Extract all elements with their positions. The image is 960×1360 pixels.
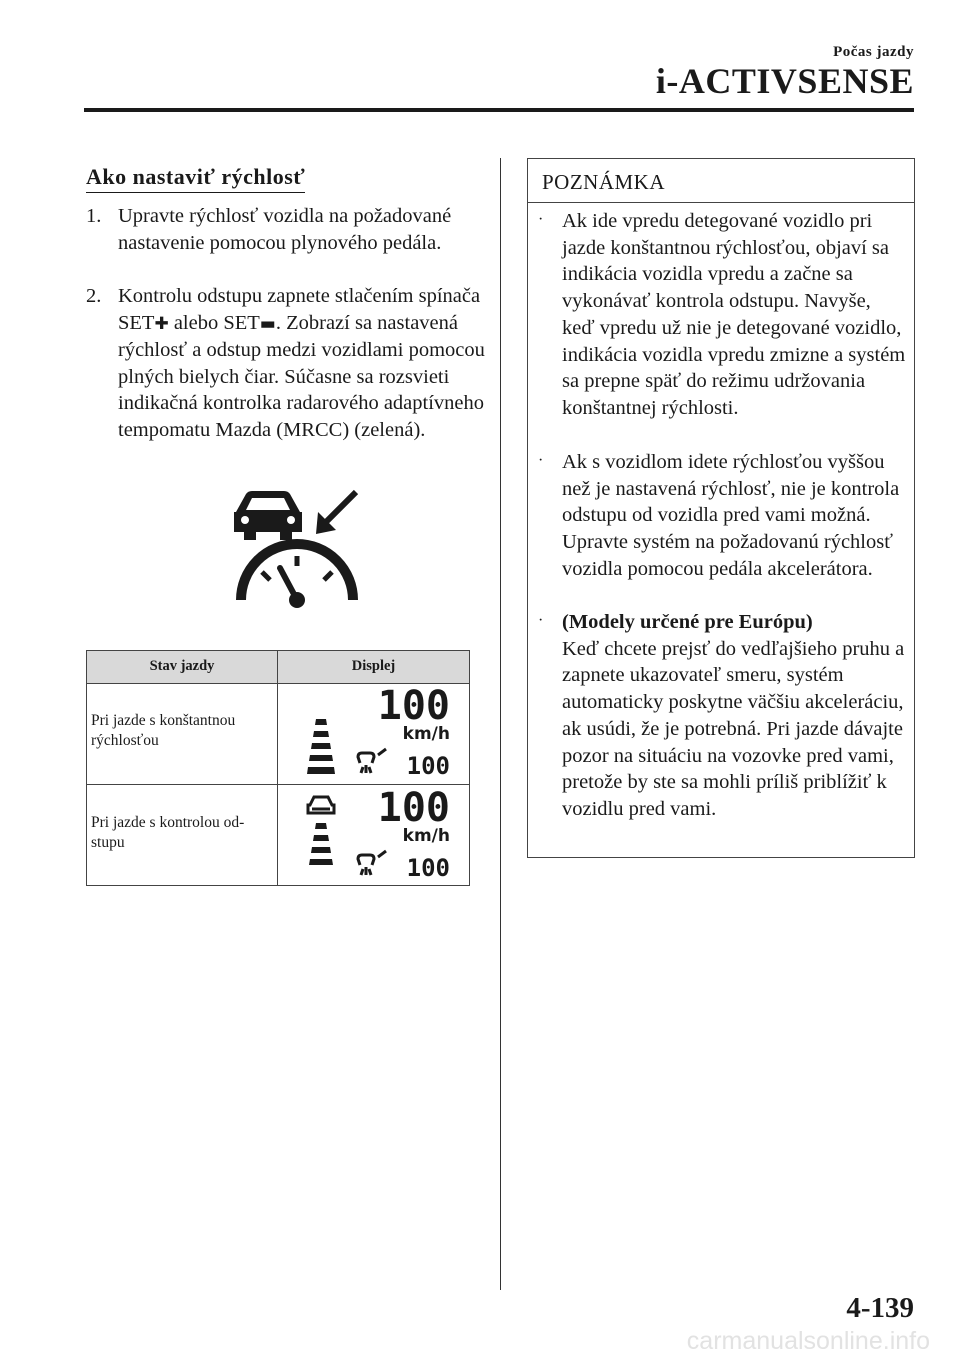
- distance-bars-icon: [309, 823, 333, 865]
- step-text: Kontrolu odstupu zapnete stlačením spínača SET✚ alebo SET▬. Zobrazí sa nastavená rýchlosť a odstup medzi vozidlami pomocou plných bielych čiar. Súčasne sa rozsvieti indikačná kontrolka radarového adaptívneho tempomatu Mazda (MRCC) (zelená).: [118, 285, 485, 441]
- constant-speed-display: [278, 683, 468, 783]
- display-speed: 100: [377, 785, 450, 831]
- note-bullet: · (Modely určené pre Európu) Keď chcete prejsť do vedľajšieho pruhu a zapnete ukazovateľ smeru, systém automaticky poskytne väčšiu akceleráciu, ak usúdi, že je potrebná. Pri jazde dávajte pozor na situáciu na vozovke pred vami, pretože by ste sa mohli príliš priblížiť k vozidlu pred vami.: [538, 609, 908, 823]
- table-row-label: Pri jazde s konštantnou rýchlosťou: [91, 712, 236, 749]
- step-number: 2.: [86, 285, 102, 307]
- bullet-dot-icon: ·: [538, 452, 544, 469]
- note-bullet: · Ak ide vpredu detegované vozidlo pri jazde konštantnou rýchlosťou, objaví sa indikácia vozidla vpredu a začne sa vykonávať kontrola odstupu. Navyše, keď vpredu už nie je detegované vozidlo, indikácia vozidla vpredu zmizne a systém sa prepne späť do režimu udržovania konštantnej rýchlosti.: [538, 208, 908, 422]
- watermark: carmanualsonline.info: [686, 1327, 930, 1355]
- bullet-dot-icon: ·: [538, 612, 544, 629]
- display-speed: 100: [377, 683, 450, 729]
- step-text: Upravte rýchlosť vozidla na požadované nastavenie pomocou plynového pedála.: [118, 205, 452, 254]
- distance-control-display: [278, 785, 468, 885]
- display-set-speed: 100: [406, 752, 450, 780]
- display-unit: km/h: [402, 826, 450, 846]
- section-heading: Ako nastaviť rýchlosť: [86, 164, 305, 193]
- table-header-row: [87, 651, 469, 684]
- note-title: POZNÁMKA: [542, 170, 666, 194]
- set-plus-icon: ✚: [154, 313, 169, 334]
- display-set-speed: 100: [406, 854, 450, 882]
- note-bullet: · Ak s vozidlom idete rýchlosťou vyššou než je nastavená rýchlosť, nie je kontrola odstupu od vozidla pred vami možná. Upravte systém na požadovanú rýchlosť vozidla pomocou pedála akcelerátora.: [538, 449, 908, 583]
- step-item: [86, 203, 486, 256]
- table-row-label: Pri jazde s kontrolou od-stupu: [91, 814, 245, 851]
- column-divider: [500, 158, 501, 1290]
- distance-bars-icon: [307, 719, 335, 774]
- note-box: [527, 158, 915, 858]
- running-header-title: i-ACTIVSENSE: [655, 61, 914, 101]
- driving-state-table: [86, 650, 470, 886]
- table-header-cell: Displej: [351, 658, 396, 674]
- step-item: [86, 283, 486, 443]
- step-number: 1.: [86, 205, 102, 227]
- table-header-cell: Stav jazdy: [149, 658, 215, 674]
- mrcc-indicator-icon: [222, 488, 358, 608]
- page-number: 4-139: [846, 1292, 914, 1324]
- running-header-section: Počas jazdy: [833, 44, 914, 60]
- vehicle-ahead-icon: [308, 797, 334, 813]
- note-bullet-bold: (Modely určené pre Európu): [562, 611, 813, 633]
- set-distance-icon: [358, 851, 386, 875]
- header-rule: [84, 108, 914, 112]
- note-header: [528, 159, 914, 203]
- set-minus-icon: ▬: [259, 313, 276, 334]
- bullet-dot-icon: ·: [538, 211, 544, 228]
- set-distance-icon: [358, 749, 386, 773]
- display-unit: km/h: [402, 724, 450, 744]
